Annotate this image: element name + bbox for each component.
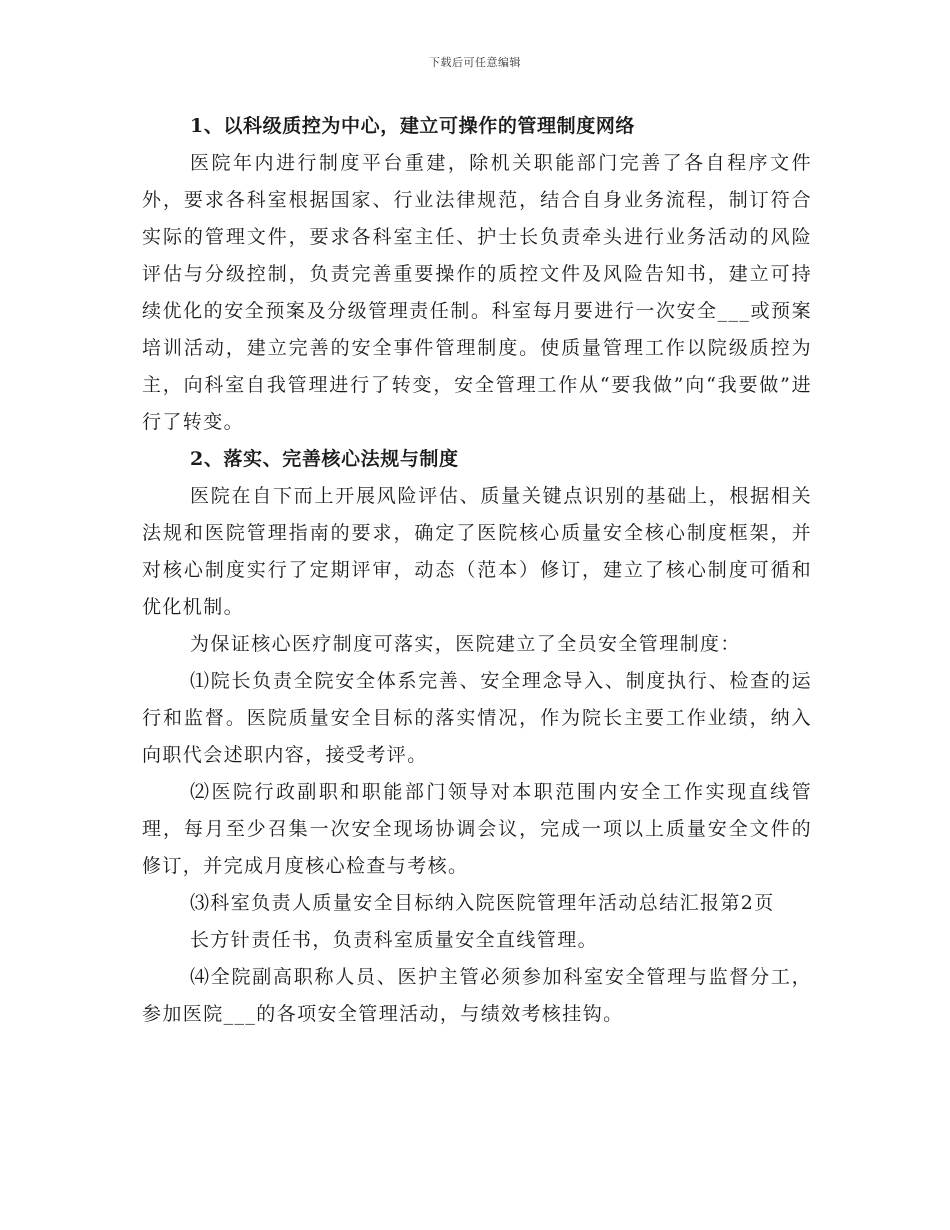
- header-note: 下载后可任意编辑: [429, 56, 521, 69]
- paragraph-3: 为保证核心医疗制度可落实，医院建立了全员安全管理制度：: [190, 633, 741, 655]
- paragraph-2: 医院在自下而上开展风险评估、质量关键点识别的基础上，根据相关法规和医院管理指南的要求，确定了医院核心质量安全核心制度框架，并对核心制度实行了定期评审，动态（范本）修订，建立了核心制度可循和优化机制。: [142, 485, 812, 618]
- list-item-2: ⑵医院行政副职和职能部门领导对本职范围内安全工作实现直线管理，每月至少召集一次安全现场协调会议，完成一项以上质量安全文件的修订，并完成月度核心检查与考核。: [142, 781, 812, 877]
- document-body: [142, 108, 812, 1033]
- section-heading-2: 2、落实、完善核心法规与制度: [190, 448, 459, 470]
- list-item-1: ⑴院长负责全院安全体系完善、安全理念导入、制度执行、检查的运行和监督。医院质量安全目标的落实情况，作为院长主要工作业绩，纳入向职代会述职内容，接受考评。: [142, 670, 812, 766]
- list-item-3-continuation: 长方针责任书，负责科室质量安全直线管理。: [190, 929, 599, 951]
- paragraph-1: 医院年内进行制度平台重建，除机关职能部门完善了各自程序文件外，要求各科室根据国家、行业法律规范，结合自身业务流程，制订符合实际的管理文件，要求各科室主任、护士长负责牵头进行业务活动的风险评估与分级控制，负责完善重要操作的质控文件及风险告知书，建立可持续优化的安全预案及分级管理责任制。科室每月要进行一次安全___或预案培训活动，建立完善的安全事件管理制度。使质量管理工作以院级质控为主，向科室自我管理进行了转变，安全管理工作从“要我做”向“我要做”进行了转变。: [142, 152, 812, 433]
- section-heading-1: 1、以科级质控为中心，建立可操作的管理制度网络: [190, 115, 636, 137]
- list-item-3: ⑶科室负责人质量安全目标纳入院医院管理年活动总结汇报第2页: [190, 892, 775, 914]
- list-item-4: ⑷全院副高职称人员、医护主管必须参加科室安全管理与监督分工，参加医院___的各项安全管理活动，与绩效考核挂钩。: [142, 966, 812, 1025]
